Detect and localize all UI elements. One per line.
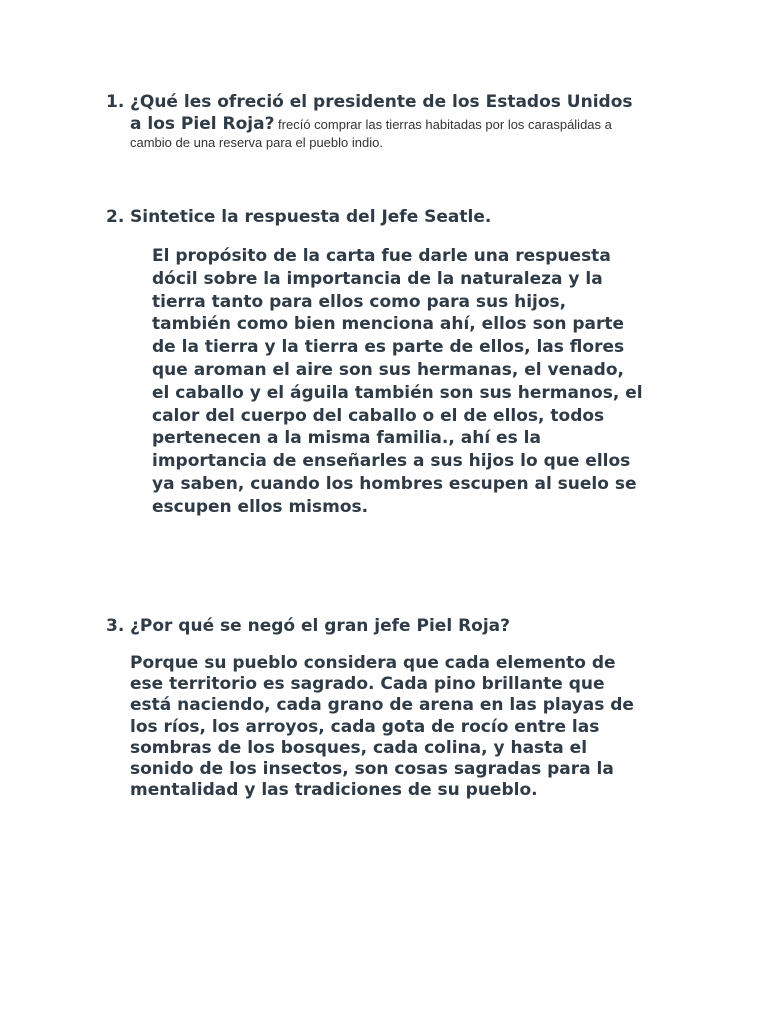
answer-line: los ríos, los arroyos, cada gota de rocío entre las: [130, 716, 600, 737]
answer-line: de la tierra y la tierra es parte de ellos, las flores: [152, 337, 625, 358]
answer-line: Porque su pueblo considera que cada elemento de: [130, 653, 616, 673]
answer-line: también como bien menciona ahí, ellos son parte: [152, 314, 625, 335]
answer-line: ya saben, cuando los hombres escupen al suelo se: [152, 473, 637, 494]
answer-line: sombras de los bosques, cada colina, y hasta el: [130, 737, 588, 758]
question-1-answer-line-2: cambio de una reserva para el pueblo indio.: [130, 135, 383, 150]
answer-line: escupen ellos mismos.: [152, 496, 369, 517]
question-1-title-line-2: a los Piel Roja?: [130, 114, 275, 134]
answer-line: ese territorio es sagrado. Cada pino brillante que: [130, 674, 605, 695]
answer-line: dócil sobre la importancia de la naturaleza y la: [152, 268, 603, 289]
question-3-number: 3.: [106, 616, 125, 636]
answer-line: el caballo y el águila también son sus hermanos, el: [152, 382, 643, 403]
question-1-answer-inline: frecíó comprar las tierras habitadas por los caraspálidas a: [274, 117, 612, 132]
question-3-answer: [130, 653, 634, 801]
answer-line: tierra tanto para ellos como para sus hijos,: [152, 291, 567, 312]
question-1-title: [130, 91, 633, 152]
answer-line: mentalidad y las tradiciones de su pueblo.: [130, 780, 538, 801]
answer-line: está naciendo, cada grano de arena en las playas de: [130, 695, 634, 716]
answer-line: calor del cuerpo del caballo o el de ellos, todos: [152, 405, 605, 426]
question-2-answer: [152, 245, 643, 519]
answer-line: El propósito de la carta fue darle una respuesta: [152, 246, 611, 266]
answer-line: que aroman el aire son sus hermanas, el venado,: [152, 359, 624, 380]
question-1-title-line-2-row: [130, 113, 633, 135]
answer-line: pertenecen a la misma familia., ahí es la: [152, 428, 541, 449]
answer-line: sonido de los insectos, son cosas sagradas para la: [130, 759, 614, 780]
answer-line: importancia de enseñarles a sus hijos lo que ellos: [152, 451, 631, 472]
question-2-number: 2.: [106, 207, 125, 227]
question-2-title: Sintetice la respuesta del Jefe Seatle.: [130, 207, 492, 227]
question-1-number: 1.: [106, 92, 125, 112]
question-3-title: ¿Por qué se negó el gran jefe Piel Roja?: [130, 616, 511, 636]
question-1-title-line-1: ¿Qué les ofreció el presidente de los Estados Unidos: [130, 92, 633, 112]
